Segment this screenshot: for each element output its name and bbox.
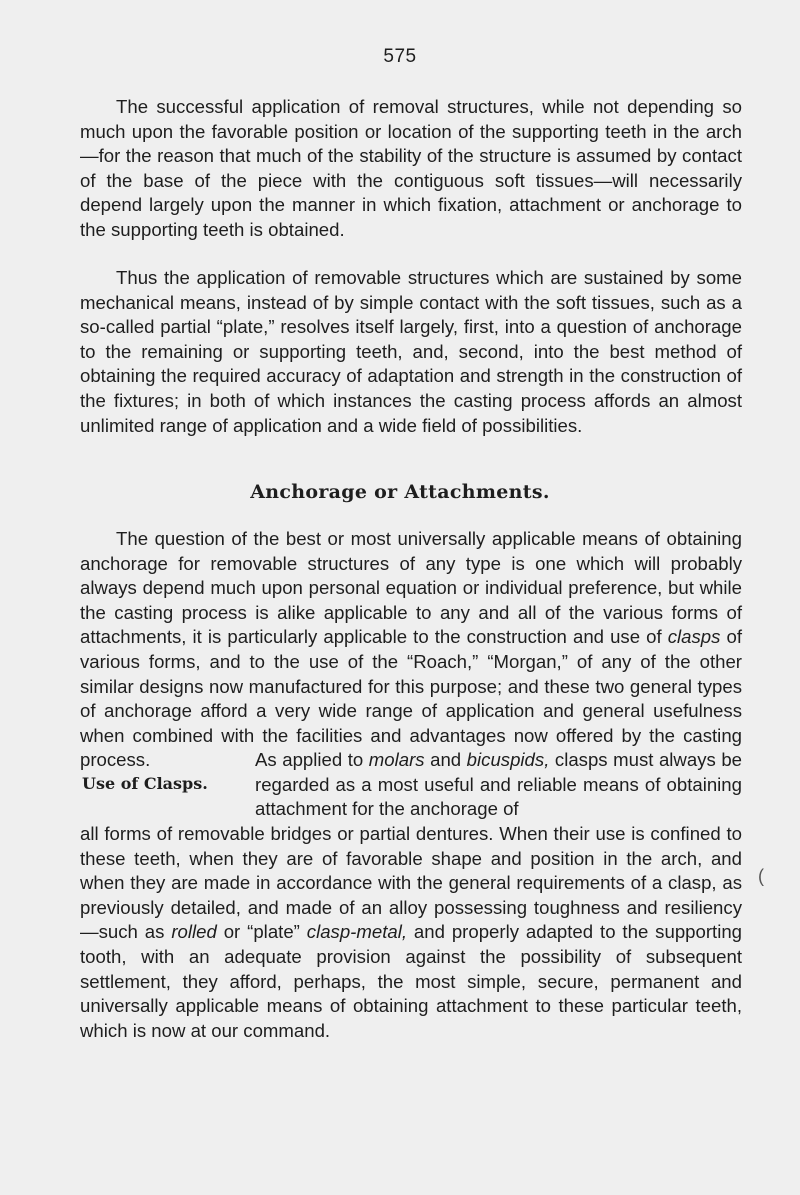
paragraph-anchorage-question bbox=[80, 527, 742, 773]
text-segment: As applied to bbox=[255, 749, 369, 770]
italic-term: molars bbox=[368, 749, 425, 770]
text-segment: and bbox=[424, 749, 467, 770]
text-segment: of various forms, and to the use of the “Roach,” “Morgan,” of any of the other similar designs now manufactured for this purpose; and these two general types of anchorage afford a very wide range of application and general usefulness when combined with the facilities and advantages now offered by the casting process. bbox=[80, 626, 742, 771]
text-segment: or “plate” bbox=[216, 921, 307, 943]
italic-term: clasp-metal, bbox=[306, 921, 407, 943]
paragraph-clasps-continued bbox=[80, 822, 742, 1043]
paragraph-clasps-intro bbox=[255, 748, 742, 822]
text-segment: clasps must always be regarded as a most useful and reliable means of obtaining attachment for the anchorage of bbox=[255, 749, 743, 820]
text-segment: all forms of removable bridges or partial dentures. When their use is confined to these teeth, when they are of favorable shape and position in the arch, and when they are made in accordance with the general requirements of a clasp, as previously detailed, and made of an alloy possessing toughness and resiliency—such as bbox=[80, 823, 742, 943]
page-number: 575 bbox=[383, 46, 417, 67]
italic-term: clasps bbox=[667, 626, 721, 648]
margin-mark: ( bbox=[758, 866, 764, 886]
side-heading: Use of Clasps. bbox=[82, 774, 208, 793]
text-segment: The question of the best or most universally applicable means of obtaining anchorage for removable structures of any type is one which will probably always depend much upon personal equation or individual preference, but while the casting process is alike applicable to any and all of the various forms of attachments, it is particularly applicable to the construction and use of bbox=[80, 528, 742, 648]
paragraph-removal-structures: The successful application of removal structures, while not depending so much upon the favorable position or location of the supporting teeth in the arch—for the reason that much of the stability of the structure is assumed by contact of the base of the piece with the contiguous soft tissues—will necessarily depend largely upon the manner in which fixation, attachment or anchorage to the supporting teeth is obtained. bbox=[80, 96, 742, 240]
text-segment: and properly adapted to the supporting tooth, with an adequate provision against the possibility of subsequent settlement, they afford, perhaps, the most simple, secure, permanent and universally applicable means of obtaining attachment to these particular teeth, which is now at our command. bbox=[80, 921, 743, 1041]
italic-term: rolled bbox=[171, 921, 217, 943]
section-heading: Anchorage or Attachments. bbox=[250, 481, 550, 503]
italic-term: bicuspids, bbox=[466, 749, 550, 770]
paragraph-application-removable: Thus the application of removable structures which are sustained by some mechanical means, instead of by simple contact with the soft tissues, such as a so-called partial “plate,” resolves itself largely, first, into a question of anchorage to the remaining or supporting teeth, and, second, into the best method of obtaining the required accuracy of adaptation and strength in the construction of the fixtures; in both of which instances the casting process affords an almost unlimited range of application and a wide field of possibilities. bbox=[80, 267, 742, 436]
